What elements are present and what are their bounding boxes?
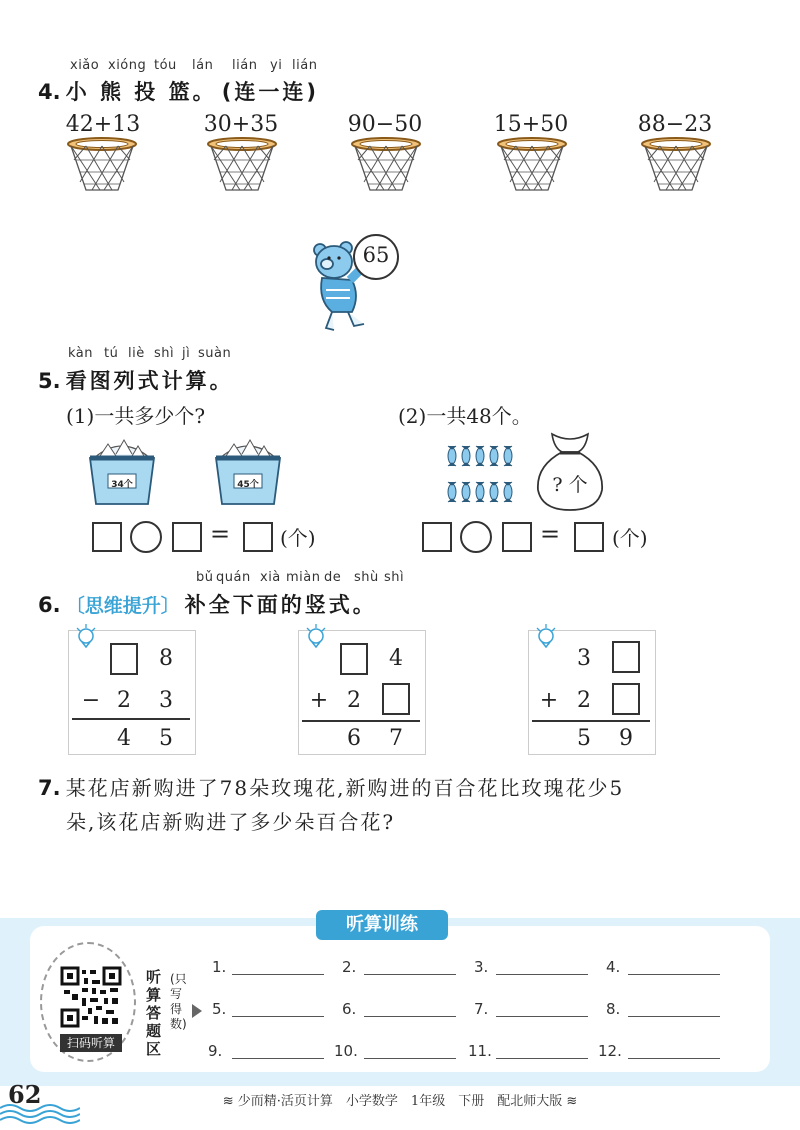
answer-label: 10. xyxy=(334,1042,358,1060)
question-number: 5. xyxy=(38,369,61,393)
operator: + xyxy=(309,688,329,713)
digit-box[interactable] xyxy=(382,683,410,715)
answer-blank[interactable] xyxy=(364,1016,456,1017)
answer-label: 7. xyxy=(474,1000,489,1018)
answer-label: 12. xyxy=(598,1042,622,1060)
answer-area-note: (只写得数) xyxy=(170,972,187,1031)
qr-code-icon[interactable] xyxy=(60,966,122,1028)
pinyin-syllable: miàn xyxy=(286,570,321,585)
basketball-hoops xyxy=(0,136,800,198)
unit-label: (个) xyxy=(280,526,316,550)
digit: 4 xyxy=(117,726,131,751)
pinyin-syllable: shì xyxy=(384,570,405,585)
digit: 8 xyxy=(159,646,173,671)
sum-line xyxy=(72,718,190,720)
answer-blank[interactable] xyxy=(232,1058,324,1059)
q4-heading xyxy=(38,76,319,106)
answer-label: 4. xyxy=(606,958,621,976)
digit: 2 xyxy=(117,688,131,713)
pinyin-syllable: yi xyxy=(270,58,283,73)
pinyin-syllable: de xyxy=(324,570,342,585)
expression: 88−23 xyxy=(637,112,713,137)
basket-label: 34个 xyxy=(111,480,133,490)
answer-blank[interactable] xyxy=(496,1058,588,1059)
equals-sign: = xyxy=(540,520,561,548)
operator: − xyxy=(81,688,101,713)
answer-blank[interactable] xyxy=(496,974,588,975)
digit: 5 xyxy=(577,726,591,751)
hoop[interactable] xyxy=(208,138,276,190)
answer-blank[interactable] xyxy=(232,974,324,975)
digit: 6 xyxy=(347,726,361,751)
question-title: 小 熊 投 篮。 xyxy=(65,80,217,104)
digit: 2 xyxy=(577,688,591,713)
answer-blank[interactable] xyxy=(364,1058,456,1059)
candy-illustration xyxy=(442,442,522,508)
answer-label: 6. xyxy=(342,1000,357,1018)
answer-label: 5. xyxy=(212,1000,227,1018)
pinyin-syllable: kàn xyxy=(68,346,94,361)
bag-label: ? 个 xyxy=(552,474,588,496)
digit: 3 xyxy=(159,688,173,713)
expression: 15+50 xyxy=(493,112,569,137)
pinyin-syllable: quán xyxy=(216,570,251,585)
sum-line xyxy=(302,720,420,722)
answer-label: 9. xyxy=(208,1042,223,1060)
answer-label: 1. xyxy=(212,958,227,976)
page-number: 62 xyxy=(8,1080,42,1109)
answer-label: 8. xyxy=(606,1000,621,1018)
answer-box[interactable] xyxy=(92,522,122,552)
pinyin-syllable: jì xyxy=(182,346,191,361)
qr-caption: 扫码听算 xyxy=(60,1034,122,1052)
question-number: 4. xyxy=(38,80,61,104)
answer-box[interactable] xyxy=(172,522,202,552)
pinyin-syllable: shù xyxy=(354,570,379,585)
digit: 9 xyxy=(619,726,633,751)
answer-label: 11. xyxy=(468,1042,492,1060)
pinyin-syllable: xióng xyxy=(108,58,147,73)
unit-label: (个) xyxy=(612,526,648,550)
pinyin-syllable: xià xyxy=(260,570,281,585)
listening-title: 听算训练 xyxy=(316,910,448,940)
answer-label: 2. xyxy=(342,958,357,976)
q5-part1-label: (1)一共多少个? xyxy=(66,404,206,428)
pinyin-syllable: lán xyxy=(192,58,214,73)
pinyin-syllable: tú xyxy=(104,346,119,361)
equals-sign: = xyxy=(210,520,231,548)
expression: 42+13 xyxy=(65,112,141,137)
pinyin-syllable: shì xyxy=(154,346,175,361)
question-text-line1: 某花店新购进了78朵玫瑰花,新购进的百合花比玫瑰花少5 xyxy=(65,776,625,800)
q5-heading xyxy=(38,365,234,395)
question-hint: (连一连) xyxy=(221,80,319,104)
pinyin-syllable: bǔ xyxy=(196,570,214,585)
basket-label: 45个 xyxy=(237,480,259,490)
hoop[interactable] xyxy=(642,138,710,190)
digit: 7 xyxy=(389,726,403,751)
answer-box[interactable] xyxy=(422,522,452,552)
question-text-line2: 朵,该花店新购进了多少朵百合花? xyxy=(66,810,396,834)
pinyin-syllable: lián xyxy=(232,58,258,73)
pinyin-syllable: lián xyxy=(292,58,318,73)
sum-line xyxy=(532,720,650,722)
footer-text: ≋ 少而精·活页计算 小学数学 1年级 下册 配北师大版 ≋ xyxy=(222,1094,578,1109)
answer-blank[interactable] xyxy=(496,1016,588,1017)
question-title: 看图列式计算。 xyxy=(65,369,234,393)
answer-blank[interactable] xyxy=(628,1058,720,1059)
answer-blank[interactable] xyxy=(232,1016,324,1017)
question-number: 7. xyxy=(38,776,61,800)
pinyin-syllable: tóu xyxy=(154,58,177,73)
question-title: 补全下面的竖式。 xyxy=(184,593,377,617)
answer-label: 3. xyxy=(474,958,489,976)
q6-heading xyxy=(38,589,377,619)
hoop[interactable] xyxy=(68,138,136,190)
answer-box[interactable] xyxy=(574,522,604,552)
hoop[interactable] xyxy=(498,138,566,190)
digit-box[interactable] xyxy=(612,683,640,715)
answer-box[interactable] xyxy=(502,522,532,552)
digit: 4 xyxy=(389,646,403,671)
listening-inner xyxy=(30,926,770,1072)
expression: 30+35 xyxy=(203,112,279,137)
hoop[interactable] xyxy=(352,138,420,190)
answer-blank[interactable] xyxy=(628,974,720,975)
thinking-tag: 〔思维提升〕 xyxy=(65,595,180,617)
question-number: 6. xyxy=(38,593,61,617)
lightbulb-icon xyxy=(534,624,560,652)
lightbulb-icon xyxy=(304,624,330,652)
candy-row xyxy=(448,448,512,464)
digit: 2 xyxy=(347,688,361,713)
answer-box[interactable] xyxy=(243,522,273,552)
basket-illustrations xyxy=(86,436,296,508)
digit-box[interactable] xyxy=(340,643,368,675)
operator-circle[interactable] xyxy=(130,521,162,553)
pinyin-syllable: suàn xyxy=(198,346,232,361)
digit-box[interactable] xyxy=(110,643,138,675)
play-arrow-icon xyxy=(190,1002,204,1020)
operator: + xyxy=(539,688,559,713)
pinyin-syllable: xiǎo xyxy=(70,58,100,73)
q7-block xyxy=(38,772,778,801)
digit: 3 xyxy=(577,646,591,671)
operator-circle[interactable] xyxy=(460,521,492,553)
expression: 90−50 xyxy=(347,112,423,137)
answer-blank[interactable] xyxy=(364,974,456,975)
digit: 5 xyxy=(159,726,173,751)
pinyin-syllable: liè xyxy=(128,346,145,361)
digit-box[interactable] xyxy=(612,641,640,673)
lightbulb-icon xyxy=(74,624,100,652)
answer-area-label: 听算答题区 xyxy=(146,968,162,1058)
answer-blank[interactable] xyxy=(628,1016,720,1017)
ball-number: 65 xyxy=(362,243,390,267)
q5-part2-label: (2)一共48个。 xyxy=(398,404,532,428)
